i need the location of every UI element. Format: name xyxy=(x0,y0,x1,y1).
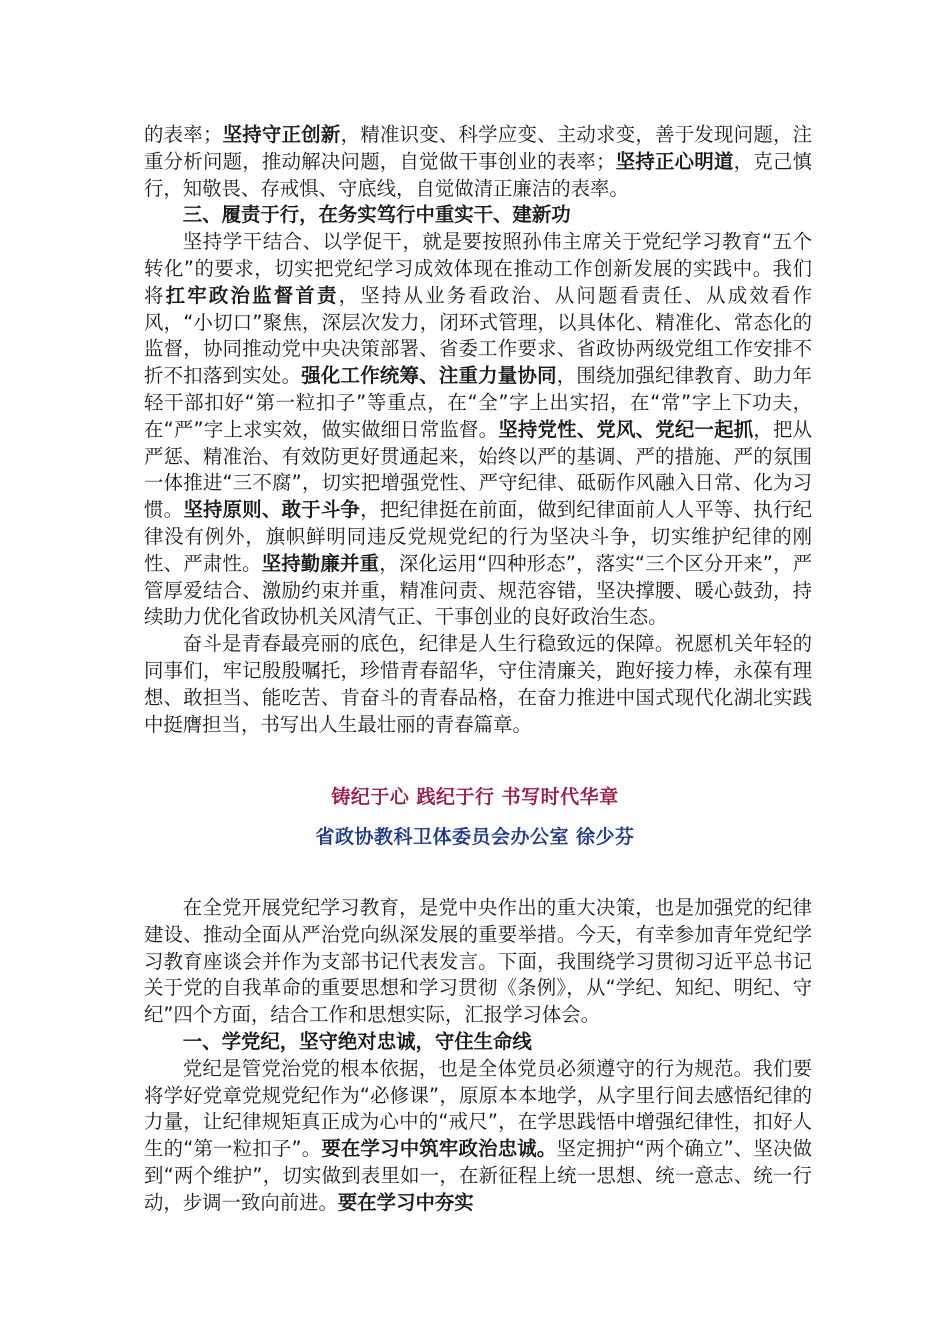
article-body xyxy=(144,895,812,1217)
article-title: 铸纪于心 践纪于行 书写时代华章 xyxy=(331,786,619,808)
section-heading-3: 三、履责于行，在务实笃行中重实干、建新功 xyxy=(182,203,571,227)
bold-phrase: 坚持勤廉并重 xyxy=(261,551,380,575)
paragraph-role-models: 的表率；坚持守正创新，精准识变、科学应变、主动求变，善于发现问题，注重分析问题，推动解决问题，自觉做干事创业的表率；坚持正心明道，克己慎行，知敬畏、存戒惧、守底线，自觉做清正廉洁的表率。 xyxy=(144,123,813,200)
section-heading-1: 一、学党纪，坚守绝对忠诚，守住生命线 xyxy=(182,1029,532,1053)
paragraph-practice: 坚持学干结合、以学促干，就是要按照孙伟主席关于党纪学习教育“五个转化”的要求，切实把党纪学习成效体现在推动工作创新发展的实践中。我们将扛牢政治监督首责，坚持从业务看政治、从问题看责任、从成效看作风，“小切口”聚焦，深层次发力，闭环式管理，以具体化、精准化、常态化的监督，协同推动党中央决策部署、省委工作要求、省政协两级党组工作安排不折不扣落到实处。强化工作统筹、注重力量协同，围绕加强纪律教育、助力年轻干部扣好“第一粒扣子”等重点，在“全”字上出实招，在“常”字上下功夫，在“严”字上求实效，做实做细日常监督。坚持党性、党风、党纪一起抓，把从严惩、精准治、有效防更好贯通起来，始终以严的基调、严的措施、严的氛围一体推进“三不腐”，切实把增强党性、严守纪律、砥砺作风融入日常、化为习惯。坚持原则、敢于斗争，把纪律挺在前面，做到纪律面前人人平等、执行纪律没有例外，旗帜鲜明同违反党规党纪的行为坚决斗争，切实维护纪律的刚性、严肃性。坚持勤廉并重，深化运用“四种形态”，落实“三个区分开来”，严管厚爱结合、激励约束并重，精准问责、规范容错，坚决撑腰、暖心鼓劲，持续助力优化省政协机关风清气正、干事创业的良好政治生态。 xyxy=(144,230,813,629)
bold-phrase: 坚持原则、敢于斗争 xyxy=(183,498,361,522)
bold-phrase: 扛牢政治监督首责 xyxy=(165,283,339,307)
bold-phrase: 要在学习中夯实 xyxy=(337,1190,474,1214)
paragraph-closing: 奋斗是青春最亮丽的底色，纪律是人生行稳致远的保障。祝愿机关年轻的同事们，牢记殷殷嘱托，珍惜青春韶华，守住清廉关，跑好接力棒，永葆有理想、敢担当、能吃苦、肯奋斗的青春品格，在奋力推进中国式现代化湖北实践中挺膺担当，书写出人生最壮丽的青春篇章。 xyxy=(144,632,812,736)
article-author: 省政协教科卫体委员会办公室 徐少芬 xyxy=(315,826,635,848)
bold-phrase: 强化工作统筹、注重力量协同 xyxy=(301,364,557,388)
bold-phrase: 坚持正心明道 xyxy=(615,149,734,173)
paragraph-intro: 在全党开展党纪学习教育，是党中央作出的重大决策，也是加强党的纪律建设、推动全面从严治党向纵深发展的重要举措。今天，有幸参加青年党纪学习教育座谈会并作为支部书记代表发言。下面，我围绕学习贯彻习近平总书记关于党的自我革命的重要思想和学习贯彻《条例》，从“学纪、知纪、明纪、守纪”四个方面，结合工作和思想实际，汇报学习体会。 xyxy=(144,896,812,1027)
bold-phrase: 坚持守正创新 xyxy=(222,123,341,146)
bold-phrase: 要在学习中筑牢政治忠诚。 xyxy=(321,1137,557,1161)
bold-phrase: 坚持党性、党风、党纪一起抓 xyxy=(498,417,754,441)
article-continuation xyxy=(144,122,812,738)
paragraph-learn-discipline: 党纪是管党治党的根本依据，也是全体党员必须遵守的行为规范。我们要将学好党章党规党纪作为“必修课”，原原本本地学，从字里行间去感悟纪律的力量，让纪律规矩真正成为心中的“戒尺”，在学思践悟中增强纪律性，扣好人生的“第一粒扣子”。要在学习中筑牢政治忠诚。坚定拥护“两个确立”、坚决做到“两个维护”，切实做到表里如一，在新征程上统一思想、统一意志、统一行动，步调一致向前进。要在学习中夯实 xyxy=(144,1056,813,1214)
